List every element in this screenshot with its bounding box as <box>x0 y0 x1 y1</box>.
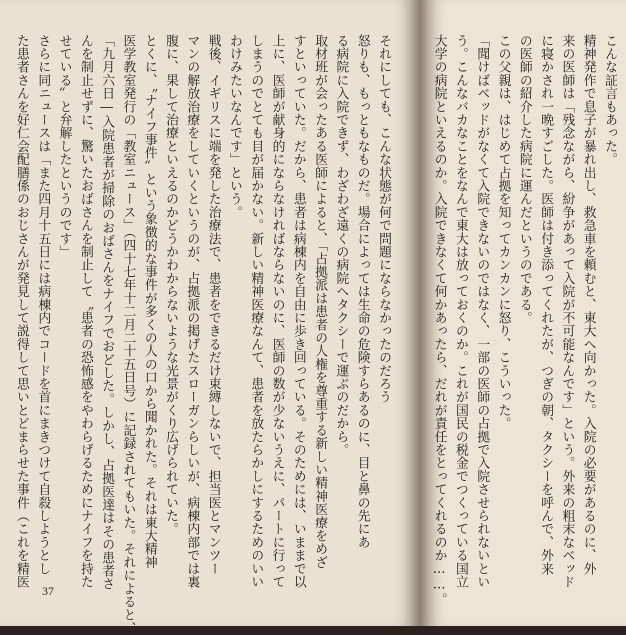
left_page-line: た患者さんを好仁会配膳係のおじさんが発見して説得して思いとどまらせた事件（これを精医 <box>13 34 29 589</box>
left_page-line: わけみたいなんです」という。 <box>226 34 242 219</box>
right_page-line: 「聞けばベッドがなくて入院できないのではなく、一部の医師の占拠で入院させられないとい <box>474 34 490 589</box>
left_page-line: 医学教室発行の「教室ニュース」（四十七年十二月二十五日号）に記録されてもいた。それによると、 <box>120 34 136 635</box>
right_page-line: の医師の紹介した病院に運んだというのである。 <box>516 34 532 325</box>
left_page-line: んを制止せずに、驚いたおばさんを制止して〝患者の恐怖感をやわらげるためにナイフを持た <box>77 34 93 589</box>
right_page-line: 来の医師は「残念ながら、紛争があって入院が不可能なんです」という。外来の粗末なベッド <box>559 34 575 589</box>
right_page-line: う。こんなバカなことをなんで東大は放っておくのか。これが国民の税金でつくっている国立 <box>452 34 468 589</box>
right_page-line: 精神発作で息子が暴れ出し、救急車を頼むと、東大へ向かった。入院の必要があるのに、外 <box>580 34 596 576</box>
right_page-line: に寝かされ一晩すごした。医師は付き添ってくれたが、つぎの朝、タクシーを呼んで、外来 <box>538 34 554 576</box>
book-gutter <box>410 0 430 626</box>
left_page-line: それにしても、こんな状態が何で問題にならなかったのだろう <box>376 34 391 404</box>
right-page-body-text <box>428 34 620 606</box>
left_page-line: しまうのでとても目が届かない。新しい精神医療なんて、患者を放たらかしにするためのいい <box>248 34 264 589</box>
right_page-line: こんな証言もあった。 <box>602 34 617 166</box>
left_page-line: る病院に入院できず、わざわざ遠くの病院へタクシーで運ぶのだから。 <box>333 34 349 457</box>
left_page-line: とくに、〝ナイフ事件〟という象徴的な事件が多くの人の口から聞かれた。それは東大精神 <box>141 34 157 569</box>
left_page-line: 戦後、イギリスに端を発した治療法で、患者をできるだけ束縛しないで、担当医とマンツー <box>205 34 221 576</box>
right_page-line: 大学の病院といえるのか。入院できなくて何かあったら、だれが責任をとってくれるのか……。 <box>431 34 447 606</box>
left_page-line: 「九月六日―入院患者が掃除のおばさんをナイフでおどした。しかし、占拠医達はその患者さ <box>99 34 115 591</box>
left_page-line: 上に、医師が献身的にならなければならないのに、医師の数が少ないうえに、パートに行って <box>269 34 285 589</box>
left_page-line: 腹に、果して治療といえるのかどうかわからないような光景がくり広げられていた。 <box>163 34 179 536</box>
right-page <box>430 0 626 626</box>
left_page-line: すといっていた。だから、患者は病棟内を自由に歩き回っている。そのためには、いままで以 <box>290 34 306 589</box>
left_page-line: 怒りも、もっともなものだ。場合によっては生命の危険すらあるのに、目と鼻の先にあ <box>354 34 370 549</box>
left_page-line: マンの解放治療をしていくというのが、占拠派の掲げたスローガンらしいが、病棟内部では裏 <box>184 34 200 589</box>
left_page-line: さらに同ニュースは「また四月十五日には病棟内でコードを首にまきつけて自殺しようとし <box>35 34 51 576</box>
left_page-line: せている〟と弁解したというのです」 <box>56 34 72 259</box>
left-page-body-text <box>11 34 394 635</box>
left_page-line: 取材班が会ったある医師によると、「占拠派は患者の人権を尊重する新しい精神医療をめざ <box>312 34 328 569</box>
right_page-line: この父親は、はじめて占拠を知ってカンカンに怒り、こういった。 <box>495 34 511 430</box>
page-number: 37 <box>42 584 54 598</box>
